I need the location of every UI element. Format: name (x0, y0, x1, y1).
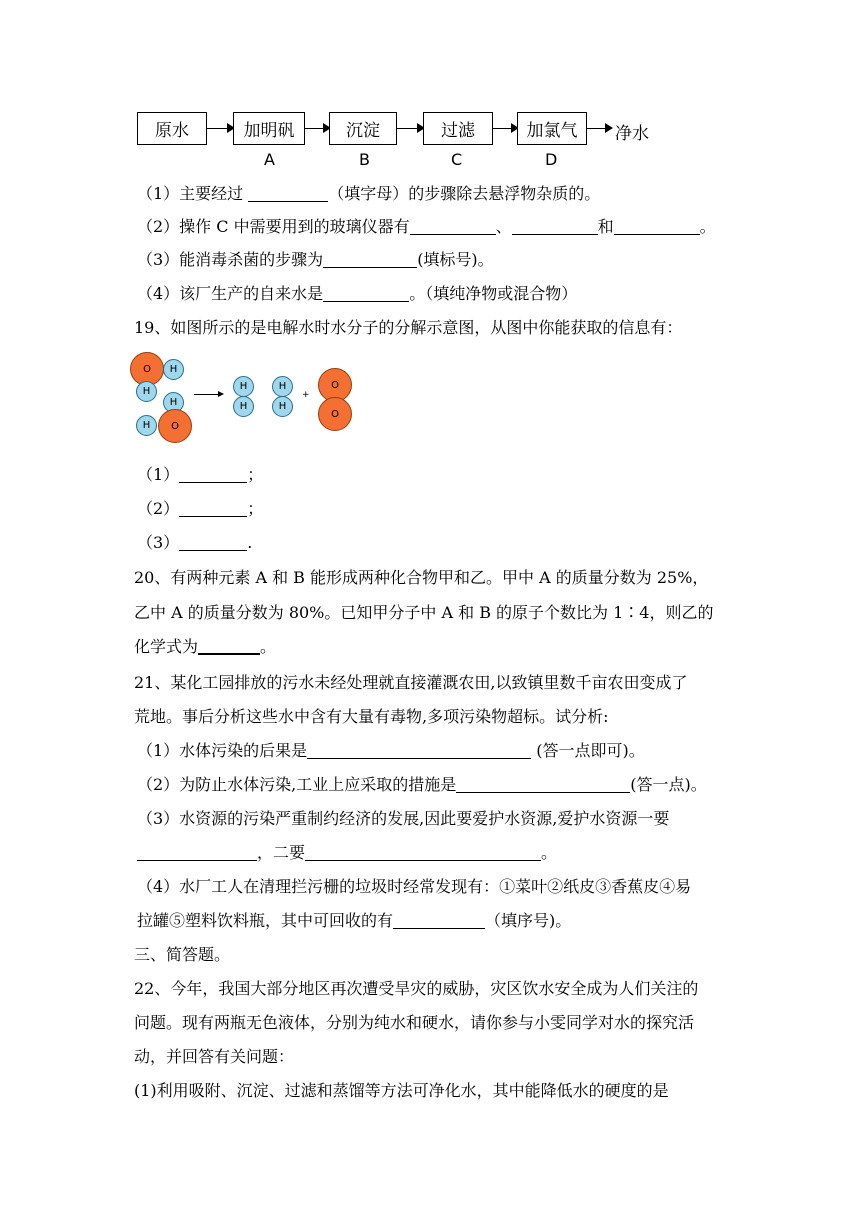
q20-line1: 20、有两种元素 A 和 B 能形成两种化合物甲和乙。甲中 A 的质量分数为 25%， (134, 568, 709, 587)
q21-part1: （1）水体污染的后果是 (答一点即可)。 (137, 741, 645, 760)
q21-part3: （3）水资源的污染严重制约经济的发展,因此要爱护水资源,爱护水资源一要 (137, 809, 670, 828)
q19-answer-2: （2） ； (137, 499, 264, 518)
answer-blank[interactable] (179, 534, 247, 551)
answer-blank[interactable] (179, 466, 247, 483)
hydrogen-atom: H (163, 392, 184, 413)
q18-part1: （1）主要经过 （填字母）的步骤除去悬浮物杂质的。 (137, 184, 601, 203)
q21-part2: （2）为防止水体污染,工业上应采取的措施是 (答一点)。 (137, 775, 707, 794)
answer-blank[interactable] (614, 218, 700, 235)
q18-part3: （3）能消毒杀菌的步骤为 (填标号)。 (137, 250, 494, 269)
q21-part4-cont: 拉罐⑤塑料饮料瓶，其中可回收的有 （填序号)。 (137, 911, 572, 930)
section-heading: 三、简答题。 (134, 945, 231, 964)
flow-end: 净水 (615, 124, 649, 144)
flow-arrow (493, 128, 517, 129)
answer-blank[interactable] (179, 500, 247, 517)
flow-step-raw-water: 原水 (137, 112, 207, 145)
hydrogen-atom: H (272, 376, 293, 397)
answer-blank[interactable] (305, 844, 541, 861)
answer-blank[interactable] (323, 285, 409, 302)
q19-stem: 19、如图所示的是电解水时水分子的分解示意图，从图中你能获取的信息有： (134, 318, 683, 337)
oxygen-atom: O (318, 397, 352, 431)
hydrogen-atom: H (272, 396, 293, 417)
answer-blank[interactable] (456, 776, 630, 793)
flow-arrow (397, 128, 423, 129)
hydrogen-atom: H (136, 381, 157, 402)
flow-arrow (305, 128, 329, 129)
q20-line3: 化学式为 。 (134, 637, 277, 656)
hydrogen-atom: H (136, 415, 157, 436)
oxygen-atom: O (130, 352, 164, 386)
q21-line2: 荒地。事后分析这些水中含有大量有毒物,多项污染物超标。试分析: (134, 707, 609, 726)
flow-step-chlorine: 加氯气 (517, 112, 587, 145)
hydrogen-atom: H (233, 376, 254, 397)
flow-arrow (587, 128, 611, 129)
answer-blank[interactable] (410, 218, 496, 235)
q20-line2: 乙中 A 的质量分数为 80%。已知甲分子中 A 和 B 的原子个数比为 1∶4，则乙的 (134, 603, 714, 622)
q22-line1: 22、今年，我国大部分地区再次遭受旱灾的威胁，灾区饮水安全成为人们关注的 (134, 979, 699, 998)
oxygen-atom: O (158, 409, 192, 443)
answer-blank[interactable] (198, 637, 260, 655)
flow-label-a: A (264, 150, 275, 169)
oxygen-atom: O (318, 368, 352, 402)
flow-step-alum: 加明矾 (233, 112, 305, 145)
flow-step-sediment: 沉淀 (329, 112, 397, 145)
q19-answer-1: （1） ； (137, 465, 264, 484)
hydrogen-atom: H (163, 359, 184, 380)
answer-blank[interactable] (323, 251, 417, 268)
answer-blank[interactable] (248, 185, 328, 202)
answer-blank[interactable] (393, 912, 485, 929)
q21-part3-cont: ，二要 。 (137, 840, 557, 863)
water-treatment-flowchart (137, 112, 697, 172)
q21-part4: （4）水厂工人在清理拦污栅的垃圾时经常发现有：①菜叶②纸皮③香蕉皮④易 (137, 877, 692, 896)
flow-label-d: D (545, 150, 558, 169)
q19-answer-3: （3） . (137, 533, 253, 552)
hydrogen-atom: H (233, 396, 254, 417)
answer-blank[interactable] (307, 742, 531, 759)
q21-line1: 21、某化工园排放的污水未经处理就直接灌溉农田,以致镇里数千亩农田变成了 (134, 673, 688, 692)
answer-blank[interactable] (137, 844, 257, 861)
flow-arrow (207, 128, 233, 129)
q22-line3: 动，并回答有关问题： (134, 1047, 295, 1066)
answer-blank[interactable] (512, 218, 598, 235)
flow-label-b: B (359, 150, 370, 169)
q18-part2: （2）操作 C 中需要用到的玻璃仪器有 、 和 。 (137, 217, 716, 236)
flow-step-filter: 过滤 (423, 112, 493, 145)
flow-label-c: C (451, 150, 463, 169)
reaction-arrow (194, 394, 222, 395)
plus-sign: + (302, 390, 310, 400)
q22-line4: (1)利用吸附、沉淀、过滤和蒸馏等方法可净化水，其中能降低水的硬度的是 (134, 1081, 669, 1100)
q22-line2: 问题。现有两瓶无色液体，分别为纯水和硬水，请你参与小雯同学对水的探究活 (134, 1013, 695, 1032)
q18-part4: （4）该厂生产的自来水是 。（填纯净物或混合物） (137, 284, 578, 303)
water-electrolysis-diagram (130, 348, 360, 444)
